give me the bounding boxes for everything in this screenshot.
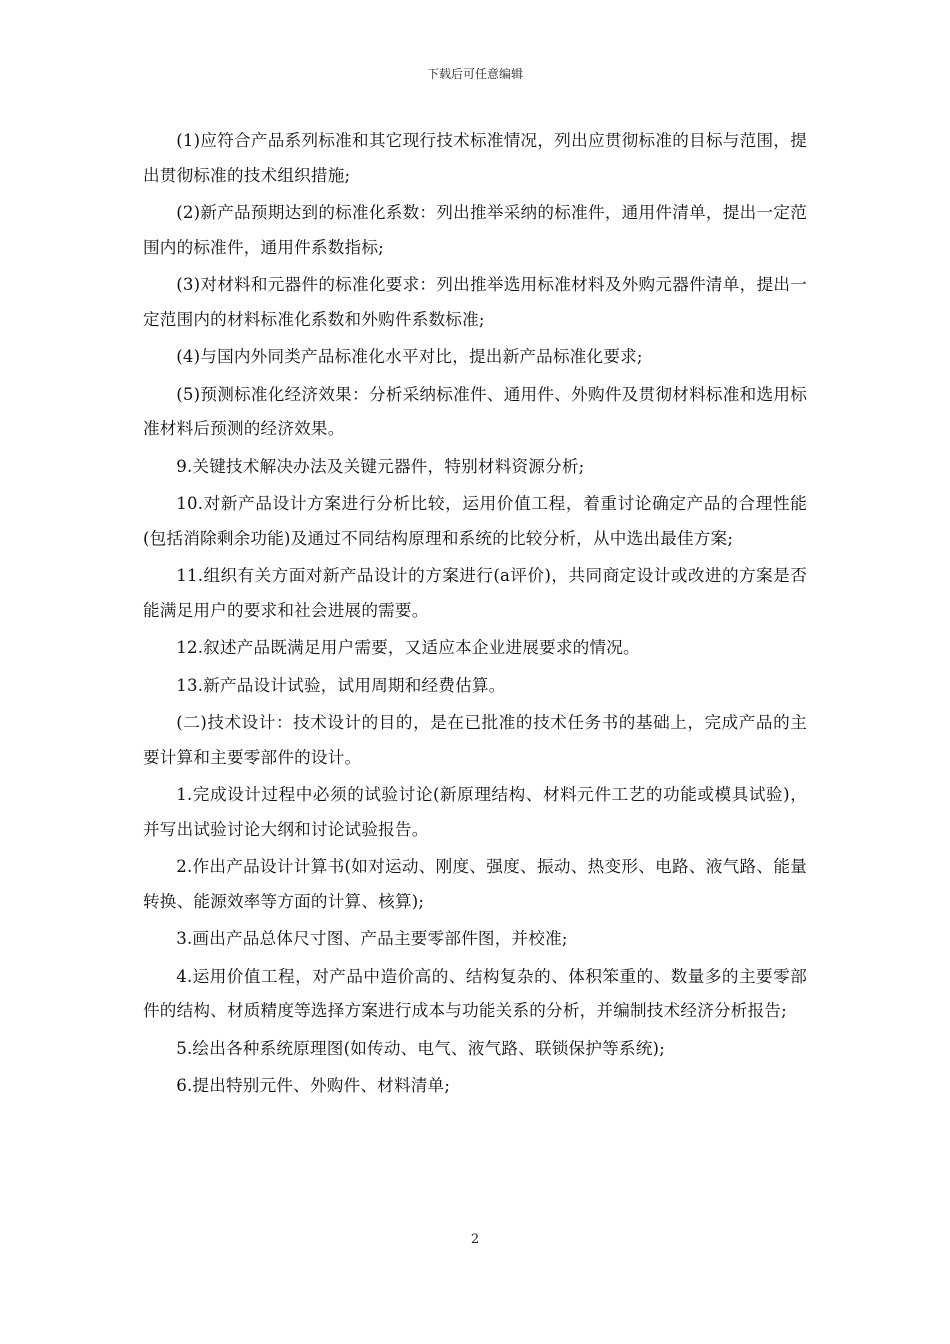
paragraph: 3.画出产品总体尺寸图、产品主要零部件图，并校准; (176, 929, 568, 948)
paragraph: 5.绘出各种系统原理图(如传动、电气、液气路、联锁保护等系统); (176, 1038, 665, 1058)
document-body (143, 124, 807, 1107)
section-heading-paragraph: (二)技术设计：技术设计的目的，是在已批准的技术任务书的基础上，完成产品的主要计算和主要零部件的设计。 (143, 713, 807, 767)
paragraph: 10.对新产品设计方案进行分析比较，运用价值工程，着重讨论确定产品的合理性能(包括消除剩余功能)及通过不同结构原理和系统的比较分析，从中选出最佳方案; (143, 494, 807, 548)
paragraph: (1)应符合产品系列标准和其它现行技术标准情况，列出应贯彻标准的目标与范围，提出贯彻标准的技术组织措施; (143, 131, 807, 185)
paragraph: 4.运用价值工程，对产品中造价高的、结构复杂的、体积笨重的、数量多的主要零部件的结构、材质精度等选择方案进行成本与功能关系的分析，并编制技术经济分析报告; (143, 966, 807, 1020)
paragraph: 1.完成设计过程中必须的试验讨论(新原理结构、材料元件工艺的功能或模具试验)，并写出试验讨论大纲和讨论试验报告。 (143, 785, 807, 839)
paragraph: 12.叙述产品既满足用户需要，又适应本企业进展要求的情况。 (176, 638, 640, 657)
paragraph: 9.关键技术解决办法及关键元器件，特别材料资源分析; (176, 456, 585, 476)
paragraph: 6.提出特别元件、外购件、材料清单; (176, 1076, 451, 1095)
paragraph: (4)与国内外同类产品标准化水平对比，提出新产品标准化要求; (176, 347, 643, 366)
paragraph: 2.作出产品设计计算书(如对运动、刚度、强度、振动、热变形、电路、液气路、能量转换、能源效率等方面的计算、核算); (143, 857, 807, 911)
page-header: 下载后可任意编辑 (426, 67, 523, 81)
paragraph: (5)预测标准化经济效果：分析采纳标准件、通用件、外购件及贯彻材料标准和选用标准材料后预测的经济效果。 (143, 384, 807, 438)
paragraph: 13.新产品设计试验，试用周期和经费估算。 (176, 675, 506, 695)
paragraph: 11.组织有关方面对新产品设计的方案进行(a评价)，共同商定设计或改进的方案是否能满足用户的要求和社会进展的需要。 (143, 566, 807, 620)
paragraph: (2)新产品预期达到的标准化系数：列出推举采纳的标准件，通用件清单，提出一定范围内的标准件，通用件系数指标; (143, 203, 807, 257)
page-number: 2 (470, 1232, 480, 1247)
paragraph: (3)对材料和元器件的标准化要求：列出推举选用标准材料及外购元器件清单，提出一定范围内的材料标准化系数和外购件系数标准; (143, 275, 807, 329)
